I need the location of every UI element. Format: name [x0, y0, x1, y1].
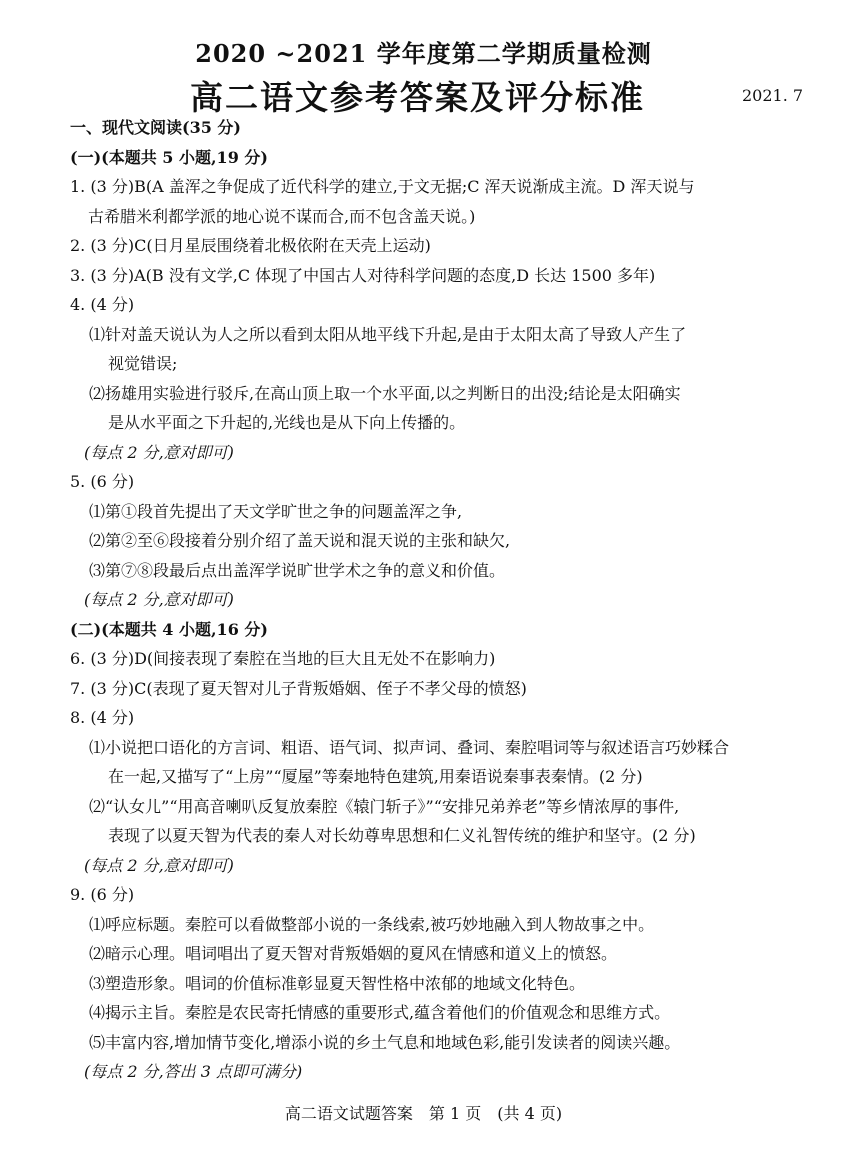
answer-line: 1. (3 分)B(A 盖浑之争促成了近代科学的建立,于文无据;C 浑天说渐成主流。D 浑天说与 — [70, 177, 695, 196]
answer-line: 7. (3 分)C(表现了夏天智对儿子背叛婚姻、侄子不孝父母的愤怒) — [70, 678, 527, 698]
exam-title: 2020 ~2021 学年度第二学期质量检测 — [195, 39, 652, 68]
section-heading: (一)(本题共 5 小题,19 分) — [70, 147, 268, 167]
answer-line: ⑵第②至⑥段接着分别介绍了盖天说和混天说的主张和缺欠, — [89, 531, 511, 550]
scoring-note: (每点 2 分,答出 3 点即可满分) — [84, 1062, 303, 1081]
page-footer: 高二语文试题答案 第 1 页 (共 4 页) — [284, 1104, 563, 1123]
answer-line: 在一起,又描写了“上房”“厦屋”等秦地特色建筑,用秦语说秦事表秦情。(2 分) — [108, 767, 643, 786]
answer-line: ⑶塑造形象。唱词的价值标准彰显夏天智性格中浓郁的地域文化特色。 — [89, 973, 586, 993]
answer-line: 古希腊米利都学派的地心说不谋而合,而不包含盖天说。) — [88, 206, 476, 226]
answer-line: ⑴第①段首先提出了天文学旷世之争的问题盖浑之争, — [89, 501, 463, 521]
answer-line: 9. (6 分) — [70, 885, 135, 904]
answer-line: 是从水平面之下升起的,光线也是从下向上传播的。 — [108, 413, 466, 432]
answer-line: ⑵扬雄用实验进行驳斥,在高山顶上取一个水平面,以之判断日的出没;结论是太阳确实 — [89, 383, 681, 403]
section-heading: 一、现代文阅读(35 分) — [70, 118, 241, 137]
scoring-note: (每点 2 分,意对即可) — [84, 590, 234, 609]
document-title: 高二语文参考答案及评分标准 — [190, 78, 645, 117]
answer-line: 4. (4 分) — [70, 295, 135, 314]
answer-line: ⑵暗示心理。唱词唱出了夏天智对背叛婚姻的夏风在情感和道义上的愤怒。 — [89, 944, 618, 963]
answer-line: ⑴呼应标题。秦腔可以看做整部小说的一条线索,被巧妙地融入到人物故事之中。 — [89, 914, 655, 934]
answer-line: ⑶第⑦⑧段最后点出盖浑学说旷世学术之争的意义和价值。 — [89, 560, 506, 580]
answer-line: ⑸丰富内容,增加情节变化,增添小说的乡土气息和地域色彩,能引发读者的阅读兴趣。 — [89, 1032, 681, 1052]
section-heading: (二)(本题共 4 小题,16 分) — [70, 619, 268, 639]
answer-line: 3. (3 分)A(B 没有文学,C 体现了中国古人对待科学问题的态度,D 长达 1500 多年) — [70, 265, 656, 285]
answer-line: 2. (3 分)C(日月星辰围绕着北极依附在天壳上运动) — [70, 236, 431, 255]
answer-line: 5. (6 分) — [70, 472, 135, 491]
answer-line: ⑴小说把口语化的方言词、粗语、语气词、拟声词、叠词、秦腔唱词等与叙述语言巧妙糅合 — [89, 737, 730, 757]
answer-line: 表现了以夏天智为代表的秦人对长幼尊卑思想和仁义礼智传统的维护和坚守。(2 分) — [108, 826, 696, 845]
scoring-note: (每点 2 分,意对即可) — [84, 442, 234, 462]
answer-content — [70, 113, 810, 1087]
answer-line: 8. (4 分) — [70, 708, 135, 727]
answer-line: 6. (3 分)D(间接表现了秦腔在当地的巨大且无处不在影响力) — [70, 649, 496, 668]
answer-line: ⑵“认女儿”“用高音喇叭反复放秦腔《辕门斩子》”“安排兄弟养老”等乡情浓厚的事件, — [89, 796, 680, 816]
document-date: 2021. 7 — [742, 86, 804, 105]
scoring-note: (每点 2 分,意对即可) — [84, 855, 234, 875]
answer-line: ⑴针对盖天说认为人之所以看到太阳从地平线下升起,是由于太阳太高了导致人产生了 — [89, 324, 687, 344]
answer-line: 视觉错误; — [108, 354, 178, 373]
answer-line: ⑷揭示主旨。秦腔是农民寄托情感的重要形式,蕴含着他们的价值观念和思维方式。 — [89, 1003, 671, 1022]
